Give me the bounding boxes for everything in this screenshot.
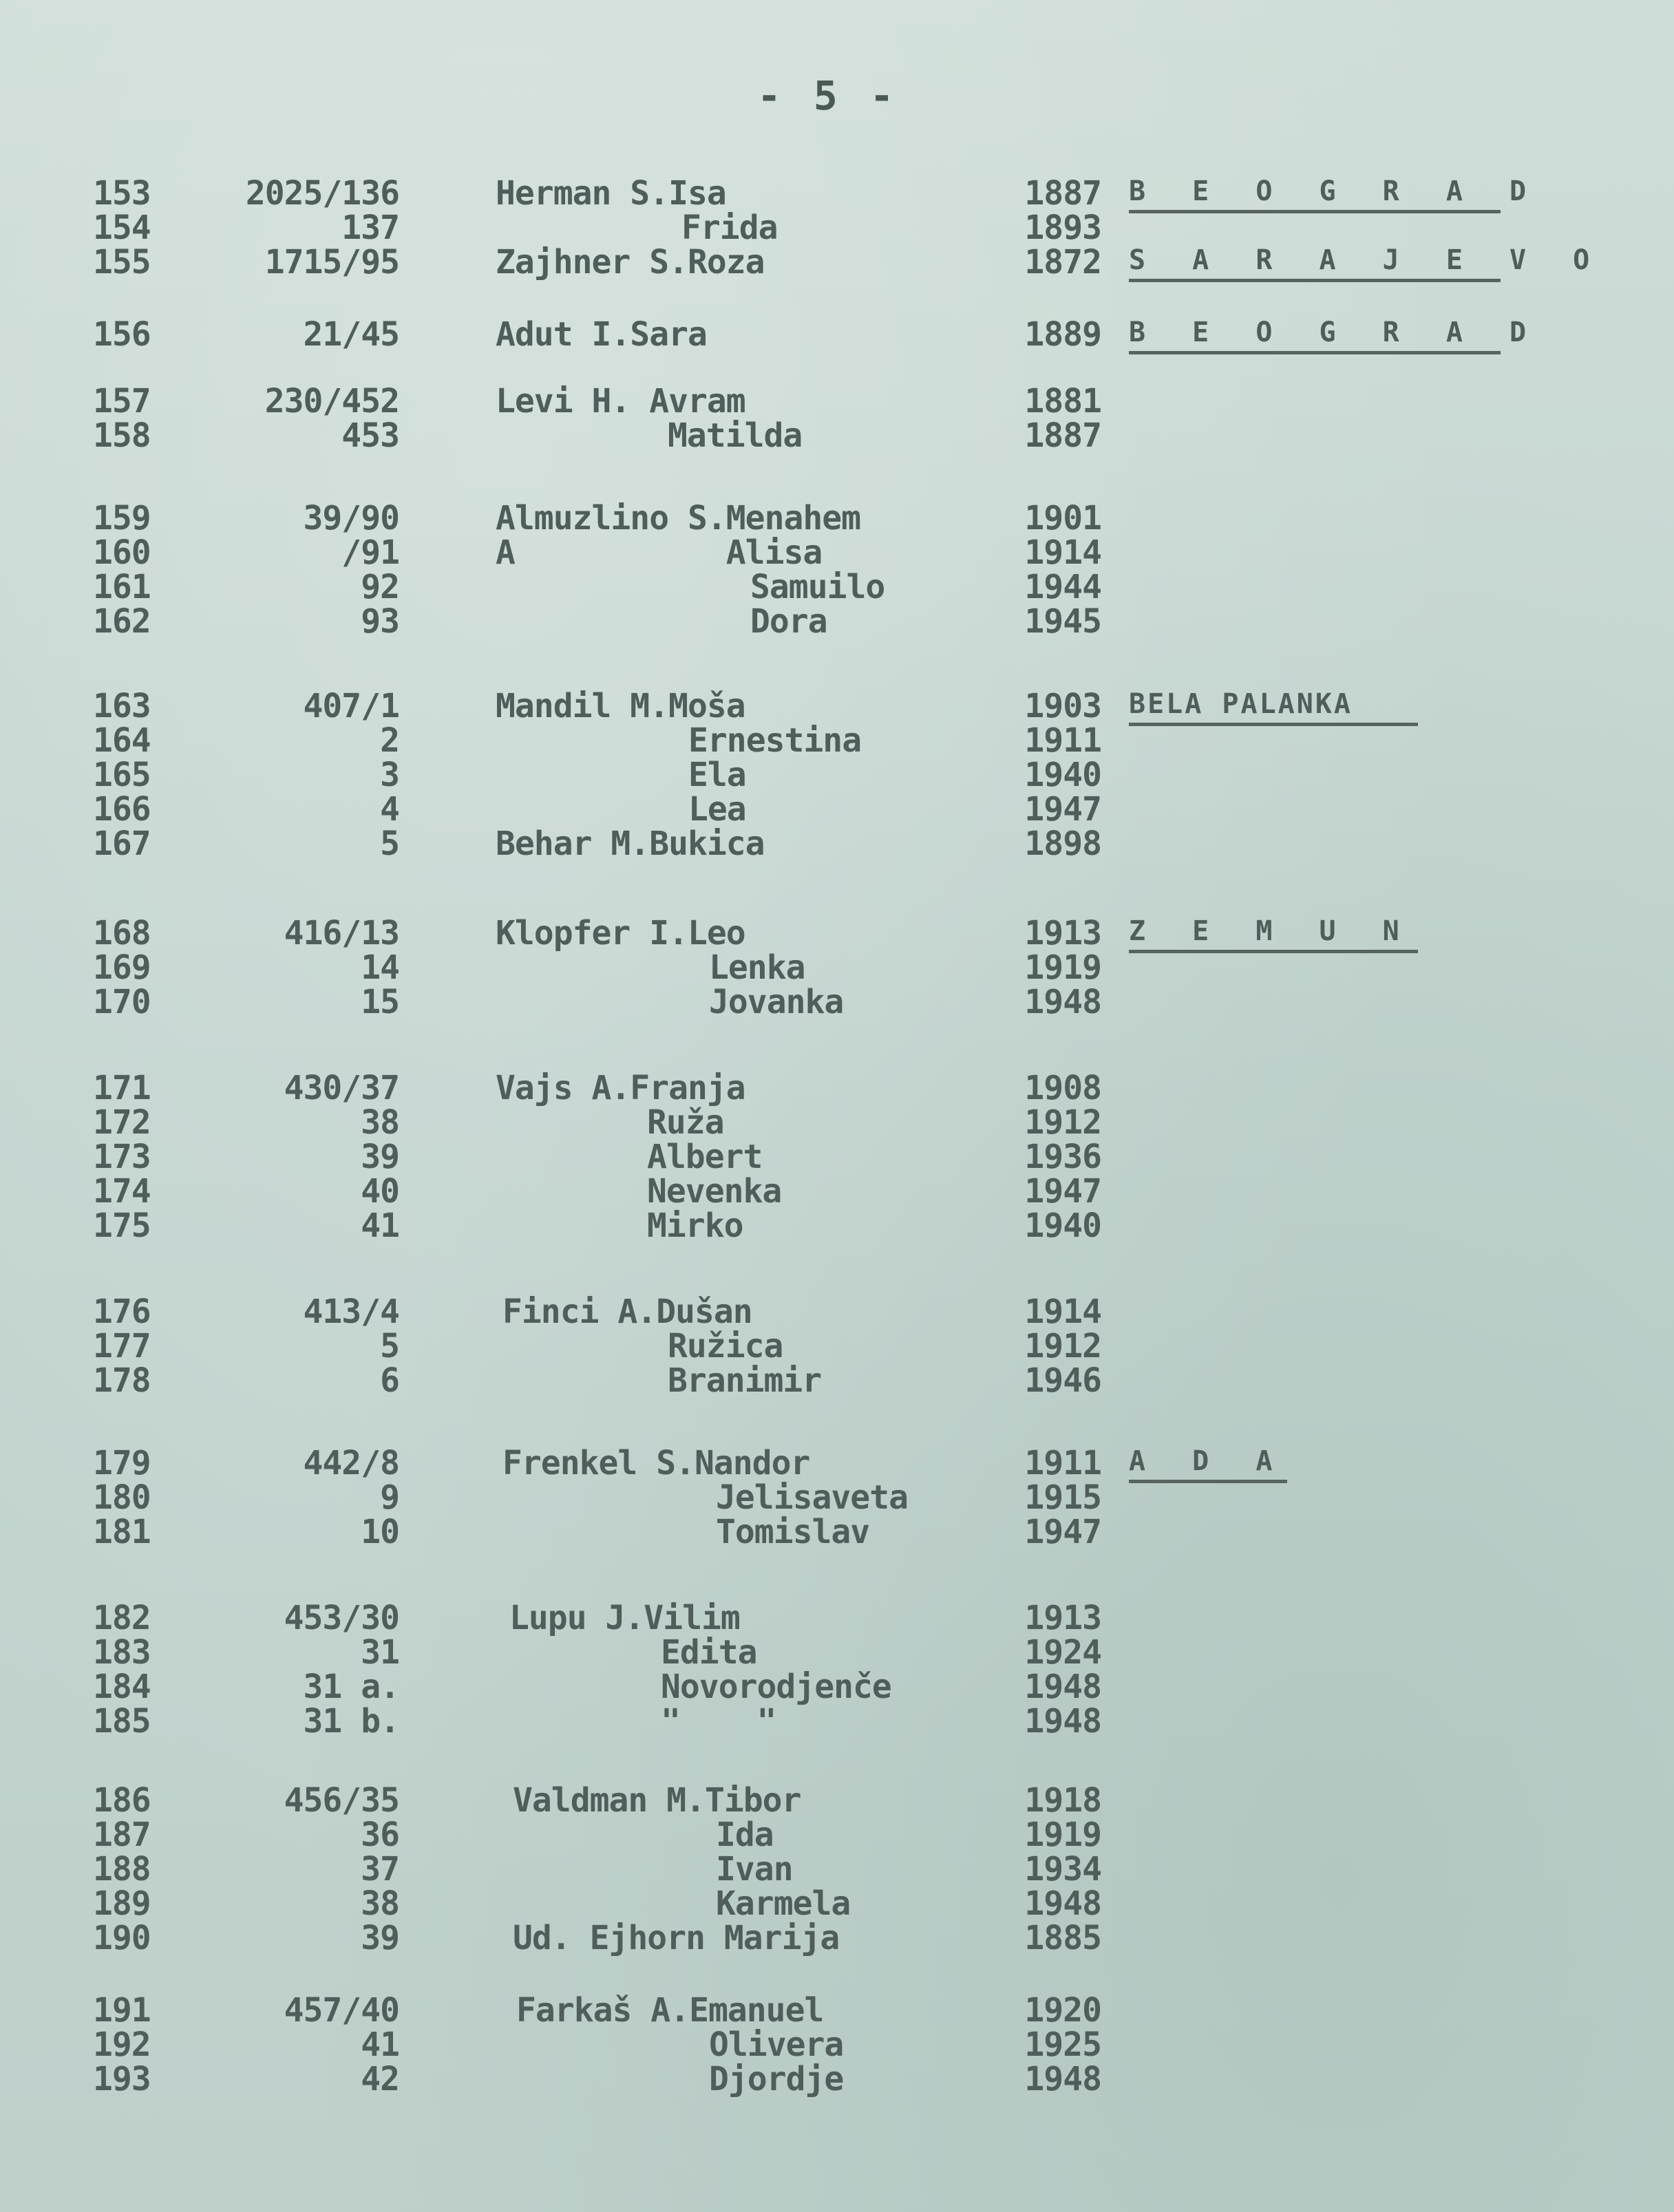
- entry-number: 187: [93, 1816, 151, 1854]
- registry-number: 1715/95: [264, 243, 399, 281]
- birth-year: 1948: [1024, 1884, 1101, 1923]
- register-row: [0, 1920, 1674, 1956]
- register-row: [0, 244, 1674, 280]
- birth-year: 1944: [1024, 568, 1101, 606]
- register-row: [0, 1208, 1674, 1244]
- place-name: S A R A J E V O: [1129, 244, 1501, 282]
- entry-number: 177: [93, 1327, 151, 1365]
- registry-number: 2025/136: [245, 174, 399, 213]
- register-row: [0, 984, 1674, 1020]
- birth-year: 1898: [1024, 825, 1101, 863]
- registry-number: 40: [361, 1172, 399, 1211]
- birth-year: 1893: [1024, 209, 1101, 247]
- register-row: [0, 1294, 1674, 1330]
- register-row: [0, 1600, 1674, 1636]
- birth-year: 1918: [1024, 1781, 1101, 1820]
- birth-year: 1911: [1024, 1444, 1101, 1482]
- registry-number: 457/40: [284, 1991, 399, 2030]
- person-name: Ida: [716, 1816, 774, 1854]
- birth-year: 1889: [1024, 315, 1101, 354]
- registry-number: 39: [361, 1919, 399, 1957]
- register-row: [0, 791, 1674, 827]
- register-row: [0, 1139, 1674, 1175]
- person-name: Mandil M.Moša: [496, 687, 745, 725]
- registry-number: 456/35: [284, 1781, 399, 1820]
- register-row: [0, 1173, 1674, 1209]
- birth-year: 1913: [1024, 914, 1101, 953]
- registry-number: 42: [361, 2060, 399, 2098]
- registry-number: 31 b.: [303, 1702, 399, 1741]
- register-row: [0, 1328, 1674, 1364]
- entry-number: 189: [93, 1884, 151, 1923]
- birth-year: 1948: [1024, 2060, 1101, 2098]
- person-name: Levi H. Avram: [496, 382, 745, 421]
- entry-number: 175: [93, 1206, 151, 1245]
- registry-number: 10: [361, 1513, 399, 1551]
- entry-number: 184: [93, 1668, 151, 1706]
- register-row: [0, 1070, 1674, 1106]
- registry-number: 137: [341, 209, 399, 247]
- register-row: [0, 1445, 1674, 1481]
- person-name: Samuilo: [750, 568, 885, 606]
- entry-number: 193: [93, 2060, 151, 2098]
- entry-number: 174: [93, 1172, 151, 1211]
- register-row: [0, 1703, 1674, 1739]
- person-name: Lupu J.Vilim: [509, 1599, 740, 1637]
- entry-number: 168: [93, 914, 151, 953]
- registry-number: 9: [380, 1478, 399, 1517]
- register-row: [0, 826, 1674, 862]
- register-row: [0, 2027, 1674, 2063]
- registry-number: 14: [361, 948, 399, 987]
- registry-number: 38: [361, 1884, 399, 1923]
- birth-year: 1948: [1024, 1668, 1101, 1706]
- registry-number: 416/13: [284, 914, 399, 953]
- registry-number: 39/90: [303, 499, 399, 538]
- register-row: [0, 569, 1674, 605]
- entry-number: 192: [93, 2025, 151, 2064]
- place-name: A D A: [1129, 1445, 1287, 1483]
- register-row: [0, 950, 1674, 986]
- person-name: Dora: [750, 602, 827, 641]
- person-name: Ivan: [716, 1850, 793, 1889]
- registry-number: 36: [361, 1816, 399, 1854]
- entry-number: 188: [93, 1850, 151, 1889]
- person-name: Tomislav: [716, 1513, 870, 1551]
- place-name: B E O G R A D: [1129, 176, 1501, 213]
- entry-number: 190: [93, 1919, 151, 1957]
- registry-number: 41: [361, 1206, 399, 1245]
- entry-number: 180: [93, 1478, 151, 1517]
- register-row: [0, 1817, 1674, 1853]
- entry-number: 185: [93, 1702, 151, 1741]
- register-row: [0, 176, 1674, 211]
- person-name: Almuzlino S.Menahem: [496, 499, 861, 538]
- entry-number: 166: [93, 790, 151, 829]
- birth-year: 1947: [1024, 790, 1101, 829]
- person-name: Ud. Ejhorn Marija: [513, 1919, 840, 1957]
- person-name: Djordje: [709, 2060, 844, 2098]
- entry-number: 164: [93, 721, 151, 760]
- registry-number: 5: [380, 825, 399, 863]
- entry-number: 165: [93, 756, 151, 794]
- registry-number: 31 a.: [303, 1668, 399, 1706]
- entry-number: 155: [93, 243, 151, 281]
- register-row: [0, 723, 1674, 758]
- register-row: [0, 317, 1674, 352]
- birth-year: 1947: [1024, 1172, 1101, 1211]
- register-row: [0, 500, 1674, 536]
- entry-number: 157: [93, 382, 151, 421]
- birth-year: 1912: [1024, 1327, 1101, 1365]
- entry-number: 154: [93, 209, 151, 247]
- registry-number: 453: [341, 416, 399, 455]
- person-name: A Alisa: [496, 533, 823, 572]
- registry-number: 413/4: [303, 1293, 399, 1331]
- person-name: Vajs A.Franja: [496, 1069, 745, 1107]
- birth-year: 1919: [1024, 948, 1101, 987]
- register-row: [0, 1363, 1674, 1399]
- birth-year: 1948: [1024, 1702, 1101, 1741]
- person-name: Ela: [688, 756, 746, 794]
- person-name: Albert: [647, 1138, 763, 1176]
- birth-year: 1920: [1024, 1991, 1101, 2030]
- person-name: Lenka: [709, 948, 805, 987]
- birth-year: 1872: [1024, 243, 1101, 281]
- entry-number: 159: [93, 499, 151, 538]
- person-name: Zajhner S.Roza: [496, 243, 765, 281]
- registry-number: 15: [361, 983, 399, 1021]
- entry-number: 172: [93, 1103, 151, 1142]
- entry-number: 183: [93, 1633, 151, 1672]
- birth-year: 1912: [1024, 1103, 1101, 1142]
- birth-year: 1887: [1024, 174, 1101, 213]
- person-name: Finci A.Dušan: [502, 1293, 752, 1331]
- person-name: Jovanka: [709, 983, 844, 1021]
- registry-number: 93: [361, 602, 399, 641]
- birth-year: 1881: [1024, 382, 1101, 421]
- birth-year: 1947: [1024, 1513, 1101, 1551]
- person-name: Ruža: [647, 1103, 724, 1142]
- registry-number: 6: [380, 1361, 399, 1400]
- registry-number: 31: [361, 1633, 399, 1672]
- entry-number: 156: [93, 315, 151, 354]
- person-name: Matilda: [668, 416, 803, 455]
- person-name: Valdman M.Tibor: [513, 1781, 801, 1820]
- birth-year: 1885: [1024, 1919, 1101, 1957]
- birth-year: 1940: [1024, 756, 1101, 794]
- registry-number: 4: [380, 790, 399, 829]
- registry-number: 38: [361, 1103, 399, 1142]
- registry-number: 407/1: [303, 687, 399, 725]
- entry-number: 186: [93, 1781, 151, 1820]
- entry-number: 182: [93, 1599, 151, 1637]
- registry-number: 3: [380, 756, 399, 794]
- register-row: [0, 915, 1674, 951]
- person-name: Edita: [661, 1633, 757, 1672]
- entry-number: 169: [93, 948, 151, 987]
- person-name: Farkaš A.Emanuel: [516, 1991, 824, 2030]
- registry-number: 5: [380, 1327, 399, 1365]
- registry-number: /91: [341, 533, 399, 572]
- register-row: [0, 1635, 1674, 1670]
- register-row: [0, 418, 1674, 454]
- register-row: [0, 688, 1674, 724]
- birth-year: 1901: [1024, 499, 1101, 538]
- person-name: Karmela: [716, 1884, 851, 1923]
- birth-year: 1936: [1024, 1138, 1101, 1176]
- register-row: [0, 1851, 1674, 1887]
- birth-year: 1911: [1024, 721, 1101, 760]
- register-row: [0, 1992, 1674, 2028]
- person-name: Ružica: [668, 1327, 783, 1365]
- registry-number: 41: [361, 2025, 399, 2064]
- registry-number: 92: [361, 568, 399, 606]
- person-name: Adut I.Sara: [496, 315, 707, 354]
- entry-number: 170: [93, 983, 151, 1021]
- register-row: [0, 383, 1674, 419]
- entry-number: 171: [93, 1069, 151, 1107]
- register-row: [0, 1514, 1674, 1550]
- person-name: Jelisaveta: [716, 1478, 908, 1517]
- place-name: B E O G R A D: [1129, 317, 1501, 354]
- entry-number: 162: [93, 602, 151, 641]
- birth-year: 1914: [1024, 533, 1101, 572]
- birth-year: 1925: [1024, 2025, 1101, 2064]
- register-row: [0, 1783, 1674, 1818]
- person-name: " ": [661, 1702, 776, 1741]
- entry-number: 178: [93, 1361, 151, 1400]
- registry-number: 430/37: [284, 1069, 399, 1107]
- birth-year: 1914: [1024, 1293, 1101, 1331]
- birth-year: 1934: [1024, 1850, 1101, 1889]
- entry-number: 191: [93, 1991, 151, 2030]
- birth-year: 1903: [1024, 687, 1101, 725]
- birth-year: 1945: [1024, 602, 1101, 641]
- page-number: - 5 -: [757, 72, 898, 119]
- register-row: [0, 535, 1674, 571]
- birth-year: 1919: [1024, 1816, 1101, 1854]
- entry-number: 176: [93, 1293, 151, 1331]
- registry-number: 37: [361, 1850, 399, 1889]
- birth-year: 1915: [1024, 1478, 1101, 1517]
- person-name: Nevenka: [647, 1172, 782, 1211]
- register-row: [0, 604, 1674, 639]
- register-row: [0, 1105, 1674, 1140]
- registry-number: 442/8: [303, 1444, 399, 1482]
- person-name: Branimir: [668, 1361, 822, 1400]
- register-row: [0, 2061, 1674, 2097]
- person-name: Frida: [681, 209, 778, 247]
- person-name: Herman S.Isa: [496, 174, 726, 213]
- registry-number: 39: [361, 1138, 399, 1176]
- person-name: Ernestina: [688, 721, 862, 760]
- entry-number: 158: [93, 416, 151, 455]
- birth-year: 1946: [1024, 1361, 1101, 1400]
- birth-year: 1908: [1024, 1069, 1101, 1107]
- birth-year: 1924: [1024, 1633, 1101, 1672]
- person-name: Novorodjenče: [661, 1668, 891, 1706]
- register-row: [0, 1669, 1674, 1705]
- person-name: Behar M.Bukica: [496, 825, 765, 863]
- register-row: [0, 1886, 1674, 1922]
- registry-number: 21/45: [303, 315, 399, 354]
- entry-number: 167: [93, 825, 151, 863]
- entry-number: 181: [93, 1513, 151, 1551]
- registry-number: 2: [380, 721, 399, 760]
- place-name: BELA PALANKA: [1129, 688, 1418, 726]
- entry-number: 173: [93, 1138, 151, 1176]
- person-name: Frenkel S.Nandor: [502, 1444, 810, 1482]
- entry-number: 160: [93, 533, 151, 572]
- entry-number: 161: [93, 568, 151, 606]
- registry-number: 230/452: [264, 382, 399, 421]
- person-name: Olivera: [709, 2025, 844, 2064]
- register-row: [0, 757, 1674, 793]
- register-row: [0, 210, 1674, 246]
- entry-number: 163: [93, 687, 151, 725]
- place-name: Z E M U N: [1129, 915, 1418, 953]
- entry-number: 179: [93, 1444, 151, 1482]
- person-name: Klopfer I.Leo: [496, 914, 745, 953]
- person-name: Mirko: [647, 1206, 743, 1245]
- birth-year: 1913: [1024, 1599, 1101, 1637]
- birth-year: 1887: [1024, 416, 1101, 455]
- birth-year: 1940: [1024, 1206, 1101, 1245]
- person-name: Lea: [688, 790, 746, 829]
- registry-number: 453/30: [284, 1599, 399, 1637]
- entry-number: 153: [93, 174, 151, 213]
- birth-year: 1948: [1024, 983, 1101, 1021]
- register-row: [0, 1480, 1674, 1516]
